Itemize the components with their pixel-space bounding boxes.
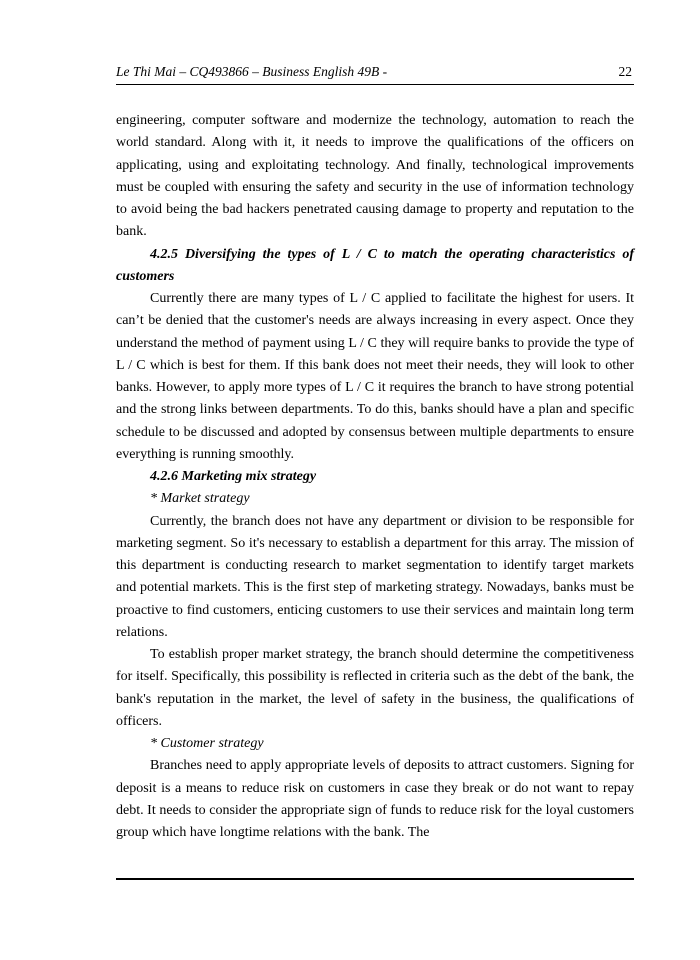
section-heading-4-2-6: 4.2.6 Marketing mix strategy — [150, 469, 317, 484]
page-header — [116, 62, 634, 85]
paragraph-lc-types: Currently there are many types of L / C applied to facilitate the highest for users. It can’t be denied that the customer's needs are always increasing in every aspect. Once they understand the method of payment using L / C they will require banks to provide the type of L / C which is best for them. If this bank does not meet their needs, they will look to other banks. However, to apply more types of L / C it requires the branch to have strong potential and the strong links between departments. To do this, banks should have a plan and specific schedule to be discussed and adopted by consensus between multiple departments to ensure everything is running smoothly. — [116, 291, 634, 462]
header-title: Le Thi Mai – CQ493866 – Business English 49B - — [116, 64, 388, 79]
subheading-market-strategy: * Market strategy — [150, 491, 250, 507]
paragraph-technology: engineering, computer software and modernize the technology, automation to reach the world standard. Along with it, it needs to improve the qualifications of the officers on applicating, using and exploitating technology. And finally, technological improvements must be coupled with ensuring the safety and security in the use of information technology to avoid being the bad hackers penetrated causing damage to property and reputation to the bank. — [116, 113, 634, 240]
footer-rule — [116, 878, 634, 880]
paragraph-competitiveness: To establish proper market strategy, the branch should determine the competitiveness for itself. Specifically, this possibility is reflected in criteria such as the debt of the bank, the bank's reputation in the market, the level of safety in the business, the qualifications of officers. — [116, 647, 634, 729]
subheading-customer-strategy: * Customer strategy — [150, 736, 264, 751]
section-heading-4-2-5: 4.2.5 Diversifying the types of L / C to match the operating characteristics of customers — [116, 246, 634, 284]
paragraph-deposits: Branches need to apply appropriate levels of deposits to attract customers. Signing for deposit is a means to reduce risk on customers in case they break or do not want to repay debt. It needs to consider the appropriate sign of funds to reduce risk for the loyal customers group which have longtime relations with the bank. The — [116, 758, 634, 840]
document-body — [116, 110, 634, 844]
paragraph-marketing-department: Currently, the branch does not have any department or division to be responsible for marketing segment. So it's necessary to establish a department for this array. The mission of this department is conducting research to market segmentation to identify target markets and potential markets. This is the first step of marketing strategy. Nowadays, banks must be proactive to find customers, enticing customers to use their services and maintain long term relations. — [116, 513, 634, 640]
page-number: 22 — [618, 64, 632, 79]
